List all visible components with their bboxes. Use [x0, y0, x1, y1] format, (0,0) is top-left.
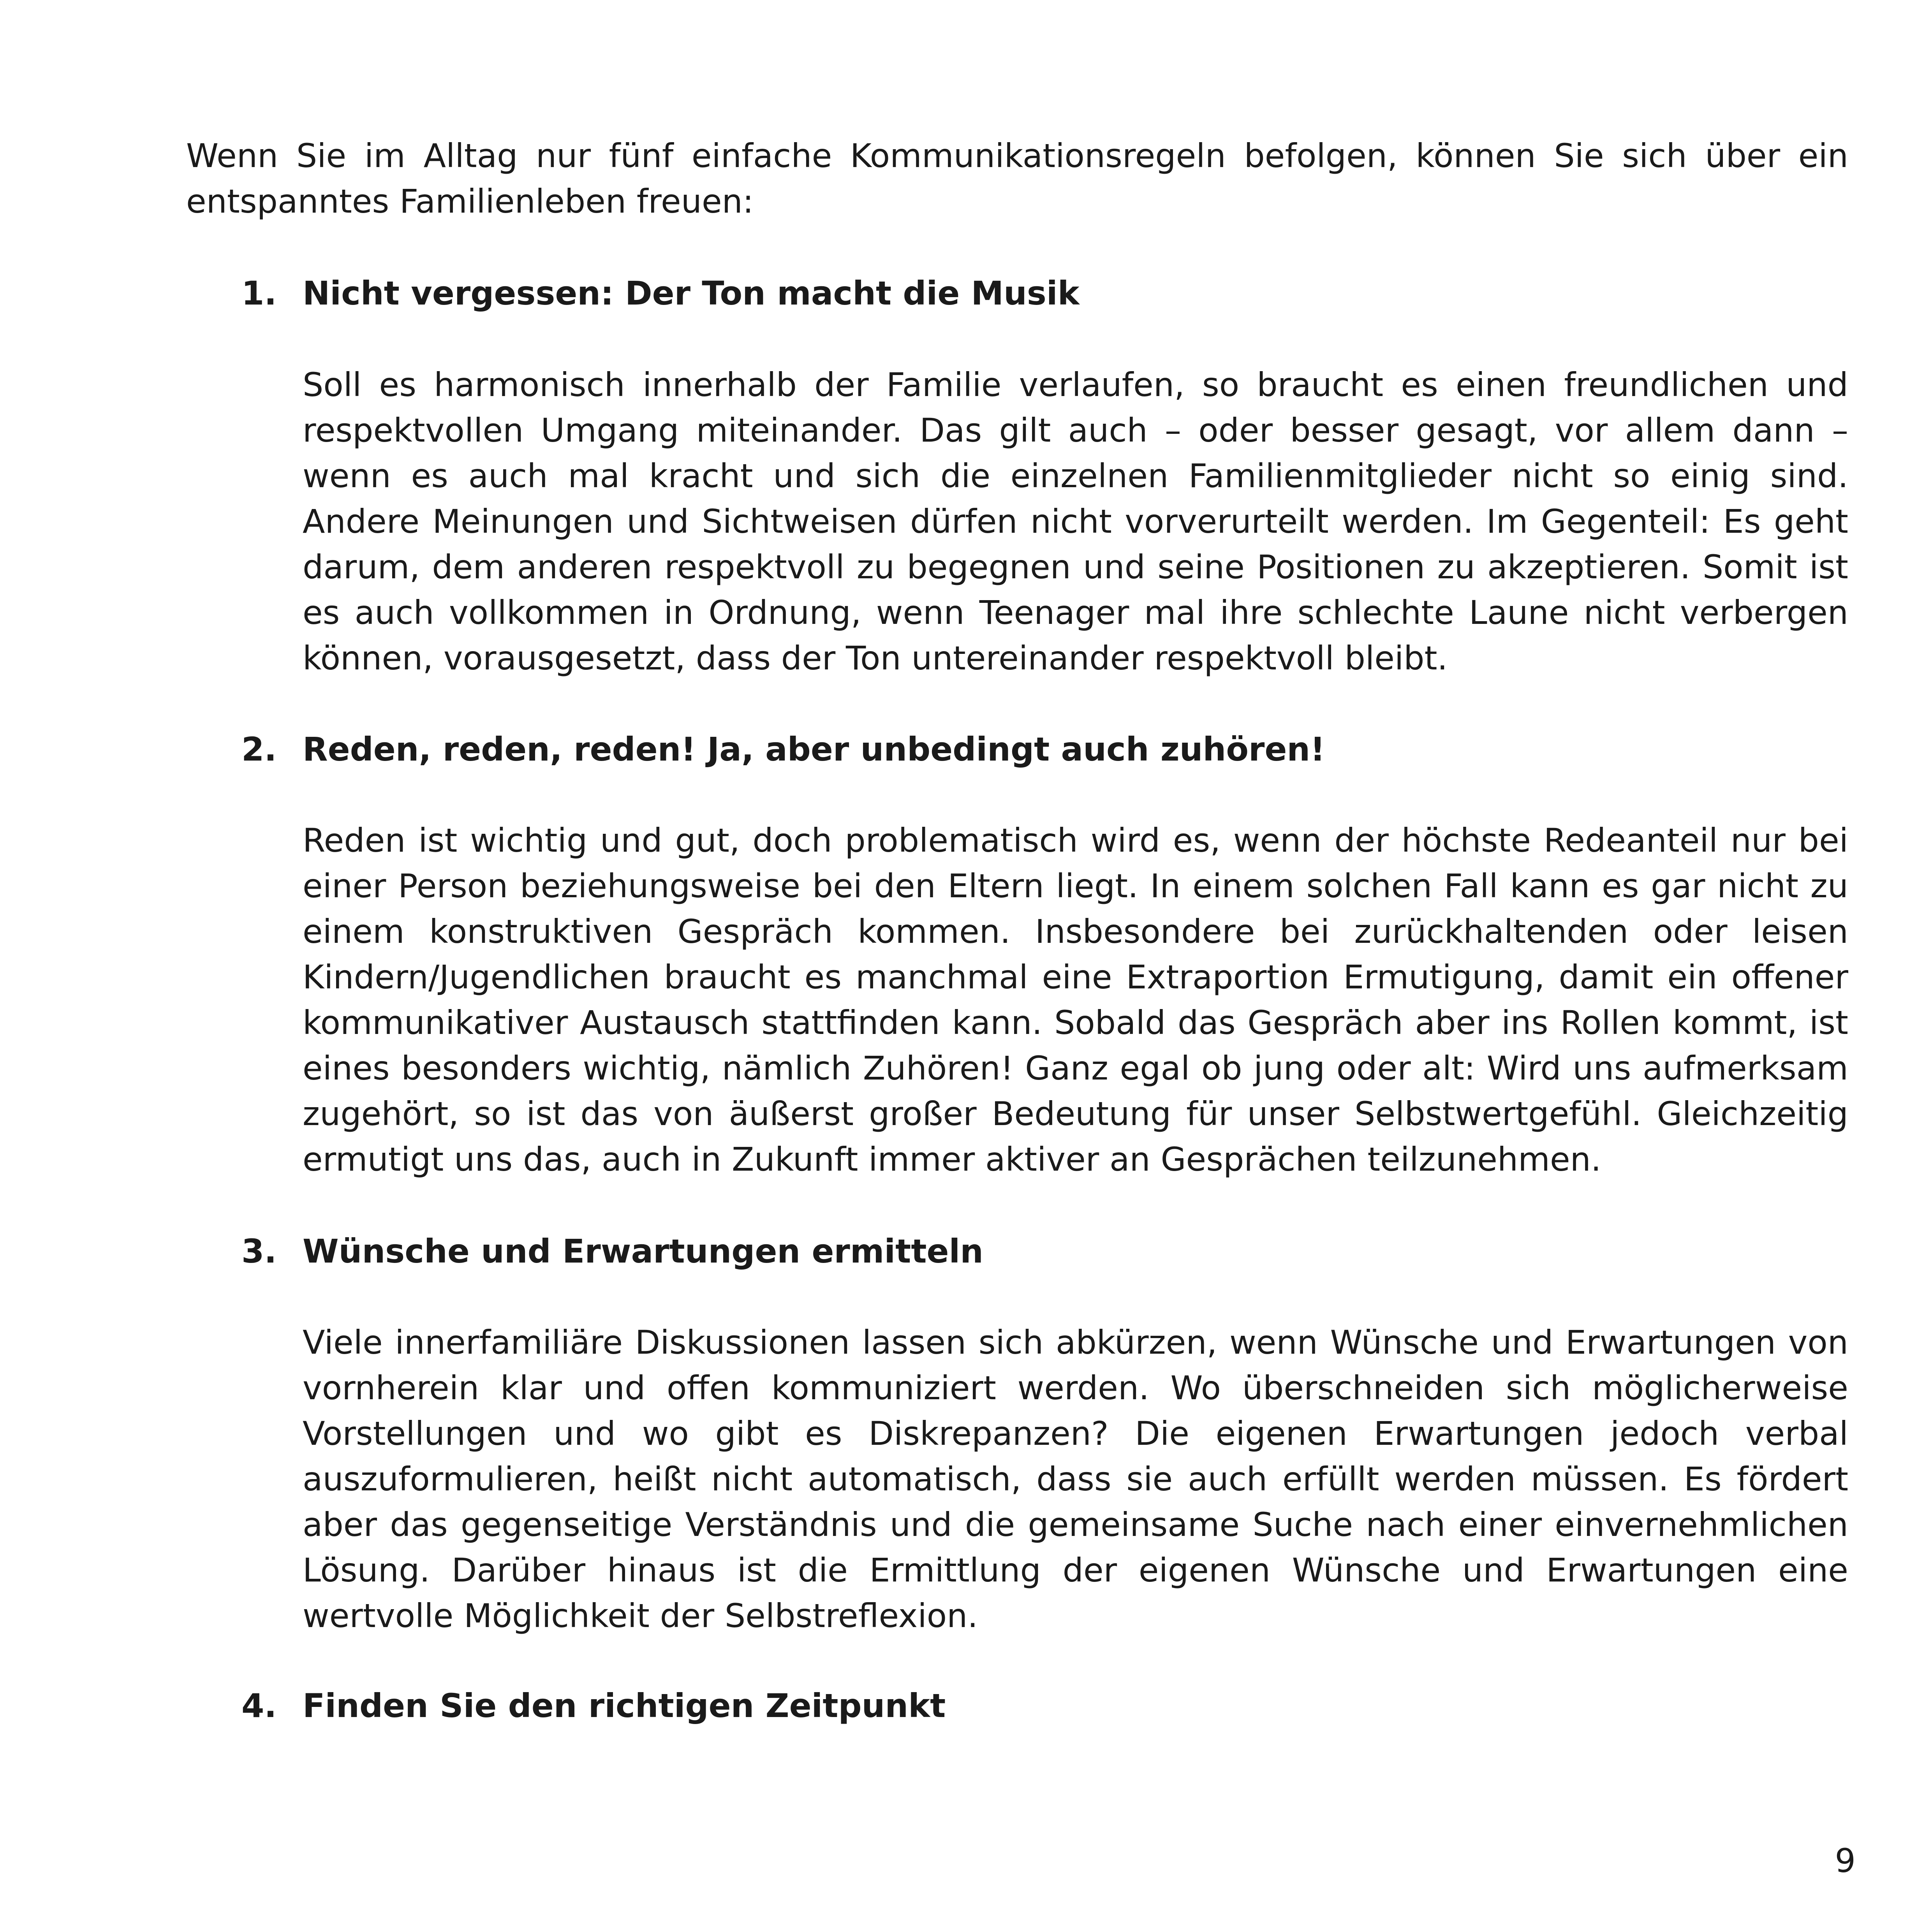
section-number-1: 1. — [241, 274, 277, 312]
section-number-4: 4. — [241, 1687, 277, 1725]
section-number-3: 3. — [241, 1232, 277, 1270]
intro-paragraph: Wenn Sie im Alltag nur fünf einfache Kommunikationsregeln befolgen, können Sie sich über ein entspanntes Familienleben freuen: — [186, 137, 1848, 220]
section-body-3: Viele innerfamiliäre Diskussionen lassen sich abkürzen, wenn Wünsche und Erwartungen von vornherein klar und offen kommuniziert werden. Wo überschneiden sich möglicherweise Vorstellungen und wo gibt es Diskrepanzen? Die eigenen Erwartungen jedoch verbal auszuformulieren, heißt nicht automatisch, dass sie auch erfüllt werden müssen. Es fördert aber das gegenseitige Verständnis und die gemeinsame Suche nach einer einvernehmlichen Lösung. Darüber hinaus ist die Ermittlung der eigenen Wünsche und Erwartungen eine wertvolle Möglichkeit der Selbstreflexion. — [303, 1323, 1848, 1635]
section-number-2: 2. — [241, 730, 277, 768]
section-heading-4 — [241, 1683, 1848, 1729]
section-heading-2 — [241, 727, 1848, 772]
section-title-3: Wünsche und Erwartungen ermitteln — [303, 1232, 984, 1270]
section-body-1: Soll es harmonisch innerhalb der Familie verlaufen, so braucht es einen freundlichen und respektvollen Umgang miteinander. Das gilt auch – oder besser gesagt, vor allem dann – wenn es auch mal kracht und sich die einzelnen Familienmitglieder nicht so einig sind. Andere Meinungen und Sichtweisen dürfen nicht vorverurteilt werden. Im Gegenteil: Es geht darum, dem anderen respektvoll zu begegnen und seine Positionen zu akzeptieren. Somit ist es auch vollkommen in Ordnung, wenn Teenager mal ihre schlechte Laune nicht verbergen können, vorausgesetzt, dass der Ton untereinander respektvoll bleibt. — [303, 366, 1848, 677]
section-title-2: Reden, reden, reden! Ja, aber unbedingt auch zuhören! — [303, 730, 1325, 768]
section-title-4: Finden Sie den richtigen Zeitpunkt — [303, 1687, 946, 1725]
section-heading-3 — [241, 1229, 1848, 1274]
page-number: 9 — [1835, 1842, 1856, 1880]
section-body-2: Reden ist wichtig und gut, doch problematisch wird es, wenn der höchste Redeanteil nur bei einer Person beziehungsweise bei den Eltern liegt. In einem solchen Fall kann es gar nicht zu einem konstruktiven Gespräch kommen. Insbesondere bei zurückhaltenden oder leisen Kindern/Jugendlichen braucht es manchmal eine Extraportion Ermutigung, damit ein offener kommunikativer Austausch stattfinden kann. Sobald das Gespräch aber ins Rollen kommt, ist eines besonders wichtig, nämlich Zuhören! Ganz egal ob jung oder alt: Wird uns aufmerksam zugehört, so ist das von äußerst großer Bedeutung für unser Selbstwertgefühl. Gleichzeitig ermutigt uns das, auch in Zukunft immer aktiver an Gesprächen teilzunehmen. — [303, 821, 1848, 1178]
section-heading-1 — [241, 271, 1848, 316]
section-title-1: Nicht vergessen: Der Ton macht die Musik — [303, 274, 1080, 312]
